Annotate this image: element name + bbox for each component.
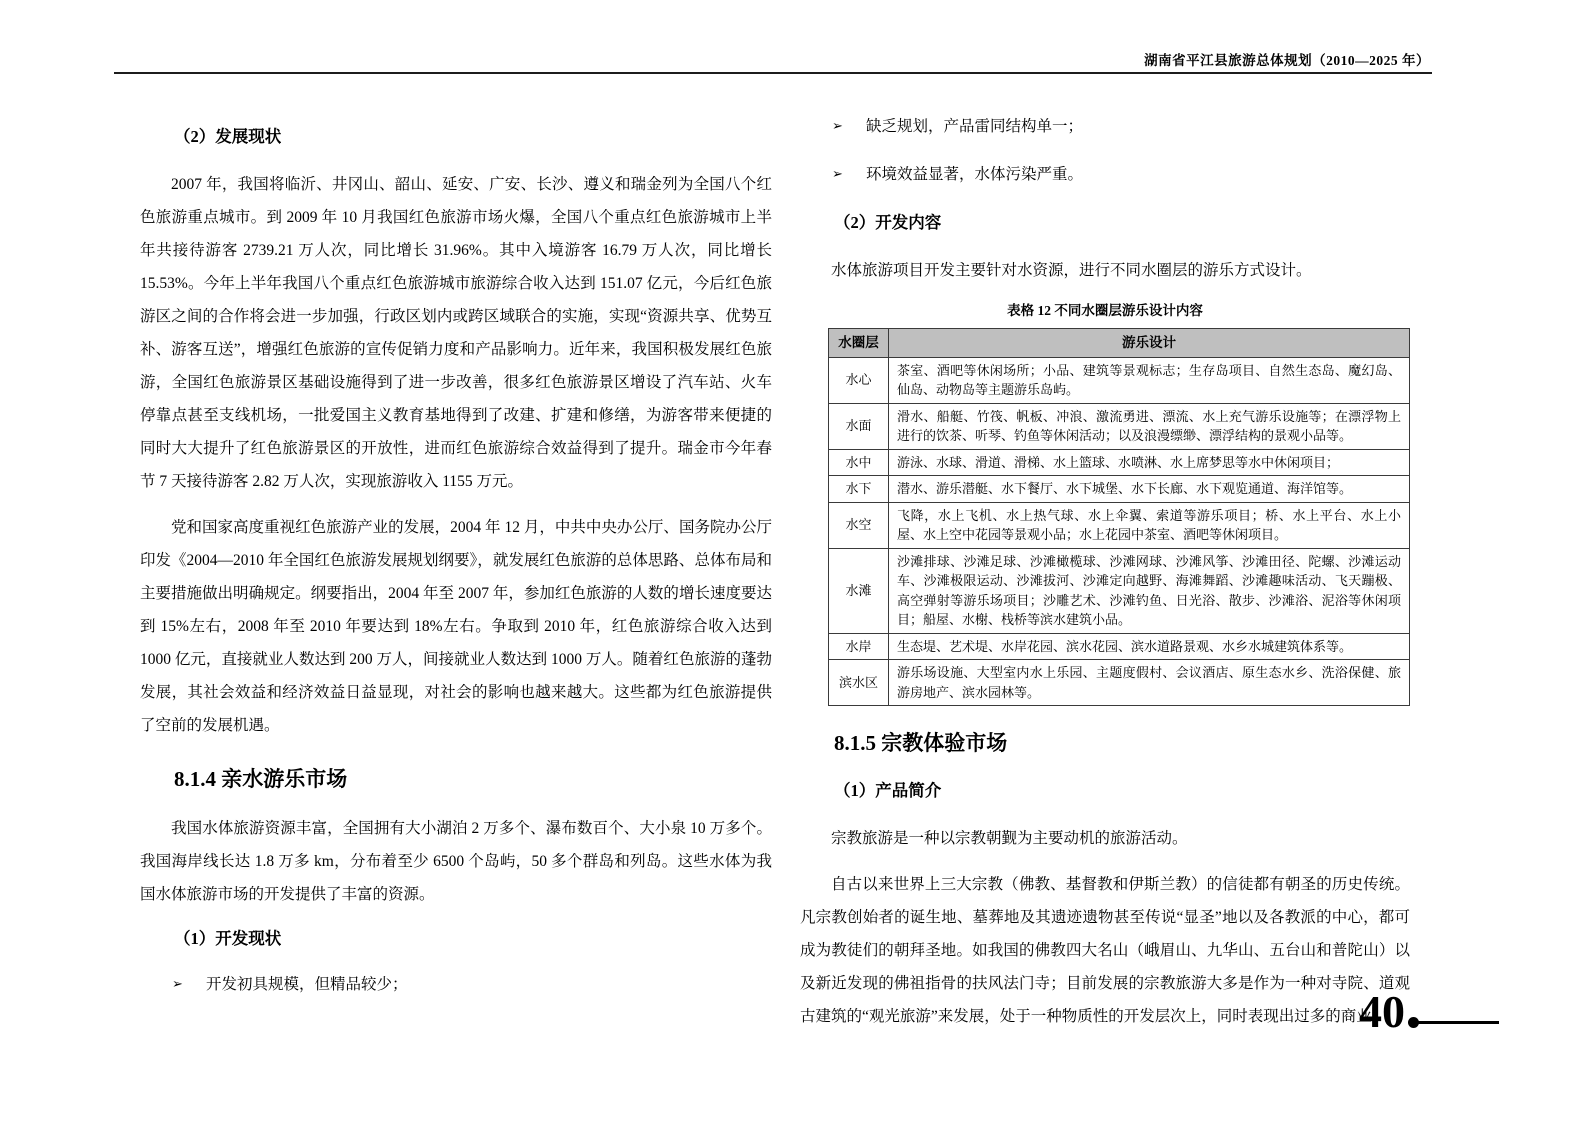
water-layer-table-wrap — [800, 328, 1410, 706]
table-header-cell-design: 游乐设计 — [889, 329, 1410, 358]
page-number: 40 — [1359, 986, 1405, 1037]
page-footer — [1327, 986, 1587, 1056]
header-divider — [114, 72, 1432, 74]
section-heading-8-1-4: 8.1.4 亲水游乐市场 — [174, 767, 348, 791]
bullet-text: 环境效益显著，水体污染严重。 — [866, 166, 1084, 183]
arrow-bullet-icon: ➢ — [832, 167, 843, 182]
table-header-cell-layer: 水圈层 — [829, 329, 889, 358]
design-cell: 游泳、水球、滑道、滑梯、水上篮球、水喷淋、水上席梦思等水中休闲项目； — [889, 449, 1410, 476]
table-row — [829, 403, 1410, 449]
table-row — [829, 357, 1410, 403]
design-cell: 游乐场设施、大型室内水上乐园、主题度假村、会议酒店、原生态水乡、洗浴保健、旅游房地产、滨水园林等。 — [889, 660, 1410, 706]
paragraph-red-tourism-2: 党和国家高度重视红色旅游产业的发展，2004 年 12 月，中共中央办公厅、国务院办公厅印发《2004—2010 年全国红色旅游发展规划纲要》，就发展红色旅游的总体思路、总体布局和主要措施做出明确规定。纲要指出，2004 年至 2007 年，参加红色旅游的人数的增长速度要达到 15%左右，2008 年至 2010 年要达到 18%左右。争取到 2010 年，红色旅游综合收入达到 1000 亿元，直接就业人数达到 200 万人，间接就业人数达到 1000 万人。随着红色旅游的蓬勃发展，其社会效益和经济效益日益显现，对社会的影响也越来越大。这些都为红色旅游提供了空前的发展机遇。 — [140, 519, 772, 734]
paragraph-water-dev-intro: 水体旅游项目开发主要针对水资源，进行不同水圈层的游乐方式设计。 — [831, 262, 1312, 279]
layer-cell: 滨水区 — [829, 660, 889, 706]
left-column — [140, 110, 772, 1018]
bullet-text: 开发初具规模，但精品较少； — [206, 976, 408, 993]
paragraph-red-tourism-1: 2007 年，我国将临沂、井冈山、韶山、延安、广安、长沙、遵义和瑞金列为全国八个红色旅游重点城市。到 2009 年 10 月我国红色旅游市场火爆，全国八个重点红色旅游城市上半年共接待游客 2739.21 万人次，同比增长 31.96%。其中入境游客 16.79 万人次，同比增长 15.53%。今年上半年我国八个重点红色旅游城市旅游综合收入达到 151.07 亿元，今后红色旅游区之间的合作将会进一步加强，行政区划内或跨区域联合的实施，实现“资源共享、优势互补、游客互送”，增强红色旅游的宣传促销力度和产品影响力。近年来，我国积极发展红色旅游，全国红色旅游景区基础设施得到了进一步改善，很多红色旅游景区增设了汽车站、火车停靠点甚至支线机场，一批爱国主义教育基地得到了改建、扩建和修缮，为游客带来便捷的同时大大提升了红色旅游景区的开放性，进而红色旅游综合效益得到了提升。瑞金市今年春节 7 天接待游客 2.82 万人次，实现旅游收入 1155 万元。 — [140, 176, 772, 490]
layer-cell: 水下 — [829, 476, 889, 503]
page-number-line — [1415, 1021, 1499, 1024]
table-header-row — [829, 329, 1410, 358]
table-row — [829, 449, 1410, 476]
layer-cell: 水空 — [829, 502, 889, 548]
design-cell: 茶室、酒吧等休闲场所；小品、建筑等景观标志；生存岛项目、自然生态岛、魔幻岛、仙岛、动物岛等主题游乐岛屿。 — [889, 357, 1410, 403]
subsection-heading-dev-status-1: （1）开发现状 — [174, 929, 282, 948]
table-row — [829, 502, 1410, 548]
table-caption: 表格 12 不同水圈层游乐设计内容 — [1007, 303, 1203, 318]
paragraph-water-resources: 我国水体旅游资源丰富，全国拥有大小湖泊 2 万多个、瀑布数百个、大小泉 10 万多个。我国海岸线长达 1.8 万多 km，分布着至少 6500 个岛屿，50 多个群岛和列岛。这些水体为我国水体旅游市场的开发提供了丰富的资源。 — [140, 820, 772, 903]
table-row — [829, 548, 1410, 633]
header-title: 湖南省平江县旅游总体规划（2010—2025 年） — [1144, 53, 1430, 68]
subsection-heading-dev-content: （2）开发内容 — [834, 213, 942, 232]
design-cell: 飞降，水上飞机、水上热气球、水上伞翼、索道等游乐项目；桥、水上平台、水上小屋、水上空中花园等景观小品；水上花园中茶室、酒吧等休闲项目。 — [889, 502, 1410, 548]
bullet-text: 缺乏规划，产品雷同结构单一； — [866, 118, 1084, 135]
table-row — [829, 633, 1410, 660]
paragraph-religion-2: 自古以来世界上三大宗教（佛教、基督教和伊斯兰教）的信徒都有朝圣的历史传统。凡宗教创始者的诞生地、墓葬地及其遗迹遗物甚至传说“显圣”地以及各教派的中心，都可成为教徒们的朝拜圣地。如我国的佛教四大名山（峨眉山、九华山、五台山和普陀山）以及新近发现的佛祖指骨的扶风法门寺；目前发展的宗教旅游大多是作为一种对寺院、道观古建筑的“观光旅游”来发展，处于一种物质性的开发层次上，同时表现出过多的商业 — [800, 876, 1410, 1025]
arrow-bullet-icon: ➢ — [832, 119, 843, 134]
subsection-heading-dev-status: （2）发展现状 — [174, 127, 282, 146]
section-heading-8-1-5: 8.1.5 宗教体验市场 — [834, 731, 1008, 755]
design-cell: 潜水、游乐潜艇、水下餐厅、水下城堡、水下长廊、水下观览通道、海洋馆等。 — [889, 476, 1410, 503]
bullet-item — [140, 970, 772, 1000]
table-row — [829, 660, 1410, 706]
arrow-bullet-icon: ➢ — [172, 977, 183, 992]
design-cell: 生态堤、艺术堤、水岸花园、滨水花园、滨水道路景观、水乡水城建筑体系等。 — [889, 633, 1410, 660]
paragraph-religion-1: 宗教旅游是一种以宗教朝觐为主要动机的旅游活动。 — [831, 830, 1188, 847]
table-row — [829, 476, 1410, 503]
subsection-heading-product-intro: （1）产品简介 — [834, 781, 942, 800]
water-layer-table — [828, 328, 1410, 706]
bullet-item — [800, 112, 1410, 142]
bullet-item — [800, 160, 1410, 190]
layer-cell: 水滩 — [829, 548, 889, 633]
layer-cell: 水岸 — [829, 633, 889, 660]
design-cell: 滑水、船艇、竹筏、帆板、冲浪、激流勇进、漂流、水上充气游乐设施等；在漂浮物上进行的饮茶、听琴、钓鱼等休闲活动；以及浪漫缥缈、漂浮结构的景观小品等。 — [889, 403, 1410, 449]
layer-cell: 水中 — [829, 449, 889, 476]
right-column — [800, 108, 1410, 1046]
layer-cell: 水面 — [829, 403, 889, 449]
design-cell: 沙滩排球、沙滩足球、沙滩橄榄球、沙滩网球、沙滩风筝、沙滩田径、陀螺、沙滩运动车、沙滩极限运动、沙滩拔河、沙滩定向越野、海滩舞蹈、沙滩趣味活动、飞天蹦极、高空弹射等游乐场项目；沙雕艺术、沙滩钓鱼、日光浴、散步、沙滩浴、泥浴等休闲项目；船屋、水榭、栈桥等滨水建筑小品。 — [889, 548, 1410, 633]
layer-cell: 水心 — [829, 357, 889, 403]
